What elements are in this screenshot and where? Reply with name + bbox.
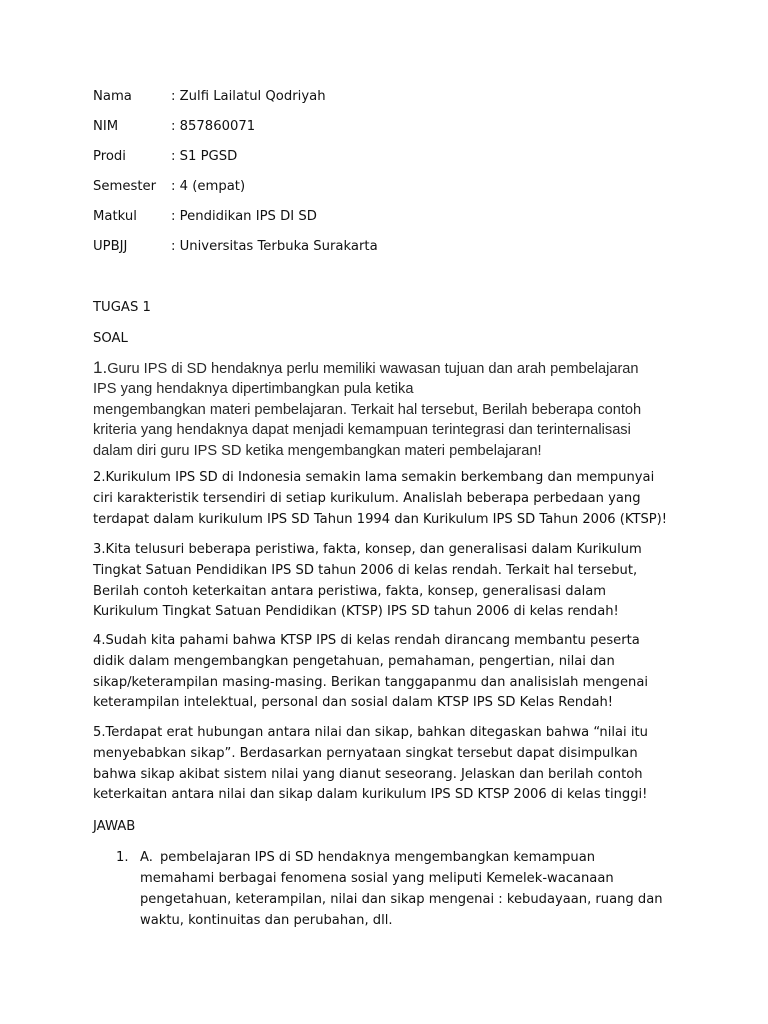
answers-heading: JAWAB (93, 819, 136, 834)
question-line: kriteria yang hendaknya dapat menjadi kemampuan terintegrasi dan terinternalisasi (93, 422, 631, 439)
identity-row-matkul (93, 208, 317, 226)
identity-label: Nama (93, 89, 132, 104)
question-line: bahwa sikap akibat sistem nilai yang dianut seseorang. Jelaskan dan berilah contoh (93, 766, 643, 782)
question-line: mengembangkan materi pembelajaran. Terkait hal tersebut, Berilah beberapa contoh (93, 401, 642, 418)
identity-row-upbjj (93, 238, 378, 256)
question-line: Tingkat Satuan Pendidikan IPS SD tahun 2006 di kelas rendah. Terkait hal tersebut, (93, 562, 638, 578)
assignment-title: TUGAS 1 (93, 300, 151, 315)
answer-line: pengetahuan, keterampilan, nilai dan sikap mengenai : kebudayaan, ruang dan (140, 892, 663, 907)
questions-heading: SOAL (93, 331, 128, 346)
question-line: keterkaitan antara nilai dan sikap dalam kurikulum IPS SD KTSP 2006 di kelas tinggi! (93, 787, 648, 803)
question-3 (93, 540, 693, 623)
identity-value: : Zulfi Lailatul Qodriyah (171, 89, 326, 104)
identity-label: Matkul (93, 209, 137, 224)
identity-label: UPBJJ (93, 239, 128, 254)
question-4 (93, 631, 693, 714)
answer-line: waktu, kontinuitas dan perubahan, dll. (140, 913, 393, 928)
question-line: Kurikulum Tingkat Satuan Pendidikan (KTSP) IPS SD tahun 2006 di kelas rendah! (93, 604, 619, 620)
question-line: ciri karakteristik tersendiri di setiap kurikulum. Analislah beberapa perbedaan yang (93, 490, 641, 506)
answer-line: A. pembelajaran IPS di SD hendaknya mengembangkan kemampuan (140, 847, 700, 868)
question-line: 2.Kurikulum IPS SD di Indonesia semakin lama semakin berkembang dan mempunyai (93, 470, 655, 485)
question-1 (93, 358, 693, 461)
question-line: terdapat dalam kurikulum IPS SD Tahun 1994 dan Kurikulum IPS SD Tahun 2006 (KTSP)! (93, 511, 668, 527)
identity-row-name (93, 88, 326, 106)
identity-row-nim (93, 118, 255, 136)
question-line: 1.Guru IPS di SD hendaknya perlu memiliki wawasan tujuan dan arah pembelajaran (93, 358, 639, 377)
question-line: IPS yang hendaknya dipertimbangkan pula ketika (93, 381, 414, 398)
question-line: 4.Sudah kita pahami bahwa KTSP IPS di kelas rendah dirancang membantu peserta (93, 633, 640, 648)
identity-row-semester (93, 178, 245, 196)
question-line: menyebabkan sikap”. Berdasarkan pernyataan singkat tersebut dapat disimpulkan (93, 745, 638, 761)
answer-number: 1. (116, 850, 129, 865)
answer-body (140, 847, 700, 931)
question-line: dalam diri guru IPS SD ketika mengembangkan materi pembelajaran! (93, 442, 542, 459)
question-2 (93, 468, 693, 530)
question-line: didik dalam mengembangkan pengetahuan, pemahaman, pengertian, nilai dan (93, 653, 615, 669)
identity-value: : 857860071 (171, 119, 256, 134)
answer-line: memahami berbagai fenomena sosial yang meliputi Kemelek-wacanaan (140, 871, 614, 886)
identity-row-prodi (93, 148, 237, 166)
question-line: 5.Terdapat erat hubungan antara nilai dan sikap, bahkan ditegaskan bahwa “nilai itu (93, 725, 648, 740)
question-line: keterampilan intelektual, personal dan sosial dalam KTSP IPS SD Kelas Rendah! (93, 695, 614, 711)
identity-label: NIM (93, 119, 119, 134)
identity-value: : Pendidikan IPS DI SD (171, 209, 317, 224)
question-5 (93, 723, 693, 806)
identity-value: : S1 PGSD (171, 149, 238, 164)
identity-label: Semester (93, 179, 157, 194)
question-number: 1. (93, 358, 108, 377)
identity-value: : 4 (empat) (171, 179, 246, 194)
question-line: 3.Kita telusuri beberapa peristiwa, fakta, konsep, dan generalisasi dalam Kurikulum (93, 542, 642, 557)
answer-letter: A. (140, 850, 153, 865)
identity-value: : Universitas Terbuka Surakarta (171, 239, 378, 254)
identity-label: Prodi (93, 149, 126, 164)
question-line: Berilah contoh keterkaitan antara peristiwa, fakta, konsep, generalisasi dalam (93, 583, 607, 599)
question-line: sikap/keterampilan masing-masing. Berikan tanggapanmu dan analisislah mengenai (93, 674, 649, 690)
